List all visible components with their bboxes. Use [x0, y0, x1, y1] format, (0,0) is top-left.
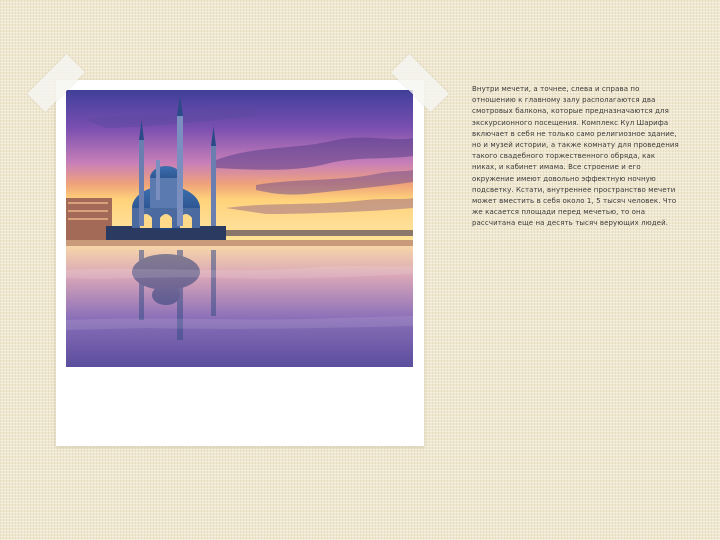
mosque-photo: [66, 90, 413, 367]
caption-text: Внутри мечети, а точнее, слева и справа по отношению к главному залу располагаются два смотровых балкона, которые предназначаются для экскурсионного посещения. Комплекс Кул Шарифа включает в себя не только само религиозное здание, но и музей истории, а также комнату для проведения такого свадебного торжественного обряда, как никах, и кабинет имама. Все строение и его окружение имеют довольно эффектную ночную подсветку. Кстати, внутреннее пространство мечети может вместить в себя около 1, 5 тысяч человек. Что же касается площади перед мечетью, то она рассчитана еще на десять тысяч верующих людей.: [472, 85, 679, 228]
mosque-photo-image: [66, 90, 413, 367]
photo-frame: [56, 80, 424, 446]
